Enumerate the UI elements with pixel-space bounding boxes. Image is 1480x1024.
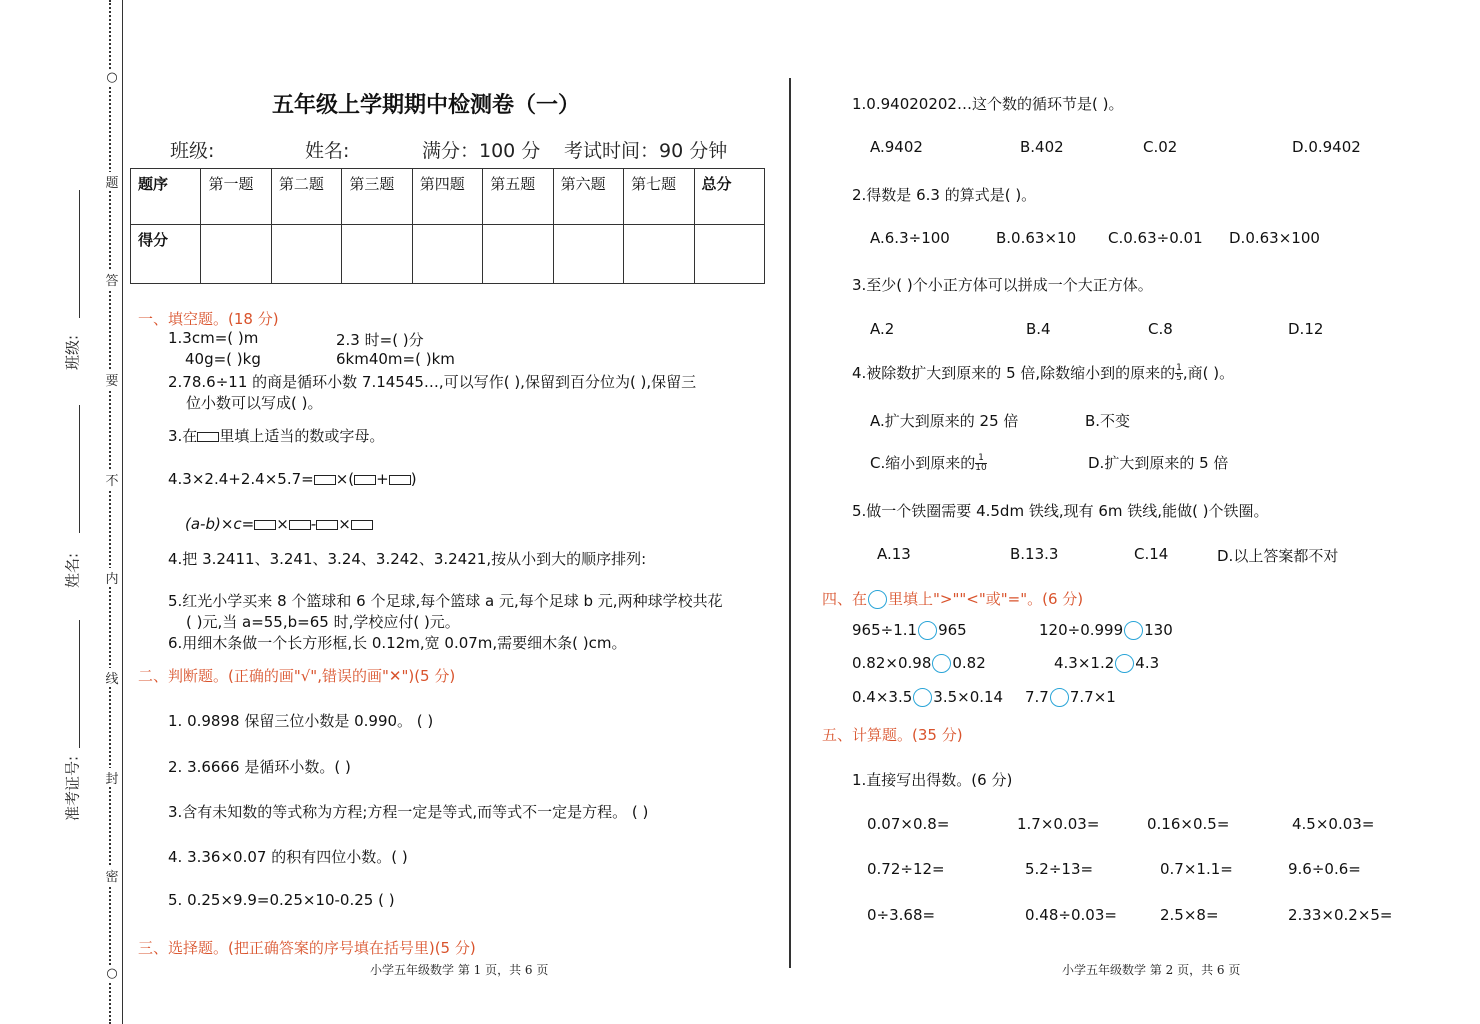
s1-q4-expr: 4.3×2.4+2.4×5.7=: [168, 470, 314, 488]
s1-q4-times: ×(: [335, 470, 355, 488]
s3-q5-opt: B.13.3: [1010, 545, 1059, 563]
s4-right: 3.5×0.14: [933, 688, 1004, 706]
s1-q1a: 1.3cm=( )m: [168, 329, 259, 347]
s2-item: 3.含有未知数的等式称为方程;方程一定是等式,而等式不一定是方程。 ( ): [168, 803, 649, 821]
s1-q5-minus: -: [310, 515, 317, 533]
score-cell[interactable]: [201, 225, 271, 284]
s3-q4-pre: 4.被除数扩大到原来的 5 倍,除数缩小到的原来的: [852, 364, 1176, 382]
binding-char: 不: [104, 470, 120, 489]
fraction-num: 1: [1176, 363, 1182, 373]
s4-heading-post: 里填上">""<"或"="。(6 分): [888, 590, 1084, 608]
s1-q6: 4.把 3.2411、3.241、3.24、3.242、3.2421,按从小到大的顺序排列:: [168, 550, 647, 568]
s1-q4: [168, 470, 417, 488]
s3-q3: 3.至少( )个小正方体可以拼成一个大正方体。: [852, 276, 1153, 294]
binding-char: 答: [104, 270, 120, 289]
s4-right: 130: [1144, 621, 1173, 639]
blank-box[interactable]: [289, 520, 311, 530]
s1-q5-expr: (a-b)×c=: [185, 515, 255, 533]
score-cell[interactable]: [342, 225, 412, 284]
s4-left: 4.3×1.2: [1054, 654, 1115, 672]
s3-q5-opt: D.以上答案都不对: [1217, 547, 1339, 565]
s3-q2-opt: D.0.63×100: [1229, 229, 1320, 247]
s1-q4-plus: +: [376, 470, 389, 488]
s4-left: 120÷0.999: [1039, 621, 1124, 639]
fraction-den: 10: [975, 463, 987, 473]
s3-q3-opt: D.12: [1288, 320, 1324, 338]
s1-q5: [185, 515, 373, 533]
binding-char: 内: [104, 568, 120, 587]
score-table-col: 第四题: [412, 169, 482, 225]
score-table-col: 第六题: [553, 169, 623, 225]
class-field-label: 班级:: [170, 140, 215, 162]
score-cell[interactable]: [412, 225, 482, 284]
section4-heading: [822, 588, 1083, 609]
fraction-den: 5: [1176, 373, 1182, 383]
section3-heading: 三、选择题。(把正确答案的序号填在括号里)(5 分): [138, 939, 476, 957]
binding-char: ○: [104, 966, 120, 981]
s1-q5-times: ×: [276, 515, 289, 533]
exam-title: 五年级上学期期中检测卷（一）: [272, 93, 581, 118]
exam-time: 考试时间：90 分钟: [564, 140, 728, 162]
s3-q4-optB: B.不变: [1085, 412, 1131, 430]
blank-box[interactable]: [254, 520, 276, 530]
s3-q4-optA: A.扩大到原来的 25 倍: [870, 412, 1019, 430]
calc-item: 0÷3.68=: [867, 906, 936, 924]
score-table-col: 第七题: [624, 169, 694, 225]
answer-circle[interactable]: [918, 621, 937, 640]
s4-pair: [1025, 688, 1116, 707]
s1-q2b: 位小数可以写成( )。: [186, 394, 323, 412]
s4-pair: [1054, 654, 1159, 673]
s1-q1b: 2.3 时=( )分: [336, 331, 424, 349]
s3-q4: [852, 362, 1234, 383]
s4-pair: [852, 688, 1003, 707]
s4-right: 7.7×1: [1069, 688, 1116, 706]
answer-circle[interactable]: [932, 654, 951, 673]
s3-q1: 1.0.94020202…这个数的循环节是( )。: [852, 95, 1124, 113]
s3-q5-opt: A.13: [877, 545, 911, 563]
s3-q4-optD: D.扩大到原来的 5 倍: [1088, 454, 1229, 472]
s2-item: 5. 0.25×9.9=0.25×10-0.25 ( ): [168, 891, 395, 909]
s4-heading-pre: 四、在: [822, 590, 868, 608]
calc-item: 2.5×8=: [1160, 906, 1219, 924]
s4-pair: [1039, 621, 1173, 640]
s2-item: 2. 3.6666 是循环小数。( ): [168, 758, 351, 776]
calc-item: 0.7×1.1=: [1160, 860, 1233, 878]
s3-q2-opt: C.0.63÷0.01: [1108, 229, 1203, 247]
calc-item: 2.33×0.2×5=: [1288, 906, 1393, 924]
answer-circle[interactable]: [913, 688, 932, 707]
calc-item: 0.48÷0.03=: [1025, 906, 1117, 924]
s4-left: 0.82×0.98: [852, 654, 932, 672]
s4-pair: [852, 621, 967, 640]
binding-solid-line: [122, 0, 123, 1024]
footer-left: 小学五年级数学 第 1 页，共 6 页: [370, 963, 549, 977]
s4-right: 965: [938, 621, 967, 639]
s2-item: 1. 0.9898 保留三位小数是 0.990。 ( ): [168, 712, 434, 730]
calc-item: 5.2÷13=: [1025, 860, 1094, 878]
blank-box[interactable]: [389, 475, 411, 485]
name-fill-line: [79, 405, 80, 533]
section5-heading: 五、计算题。(35 分): [822, 726, 963, 744]
s1-q7a: 5.红光小学买来 8 个篮球和 6 个足球,每个篮球 a 元,每个足球 b 元,两种球学校共花: [168, 592, 723, 610]
score-table-total: 总分: [694, 169, 765, 225]
calc-item: 1.7×0.03=: [1017, 815, 1100, 833]
s4-left: 0.4×3.5: [852, 688, 913, 706]
s3-q1-opt: D.0.9402: [1292, 138, 1361, 156]
binding-char: 题: [104, 172, 120, 191]
s1-q7b: ( )元,当 a=55,b=65 时,学校应付( )元。: [186, 613, 460, 631]
score-table-col: 第五题: [483, 169, 553, 225]
fraction: [975, 454, 986, 473]
score-cell[interactable]: [271, 225, 341, 284]
s3-q1-opt: A.9402: [870, 138, 923, 156]
s1-q3: [168, 425, 384, 446]
s4-right: 4.3: [1135, 654, 1160, 672]
s5-sub1: 1.直接写出得数。(6 分): [852, 771, 1013, 789]
score-table-col: 第三题: [342, 169, 412, 225]
score-cell[interactable]: [553, 225, 623, 284]
s3-q4-post: ,商( )。: [1182, 364, 1235, 382]
footer-right: 小学五年级数学 第 2 页，共 6 页: [1062, 963, 1241, 977]
name-field-label: 姓名:: [305, 140, 350, 162]
section1-heading: 一、填空题。(18 分): [138, 310, 279, 328]
full-score: 满分：100 分: [422, 140, 541, 162]
section2-heading: 二、判断题。(正确的画"√",错误的画"✕")(5 分): [138, 667, 456, 685]
class-label: 班级:: [63, 334, 82, 371]
calc-item: 0.07×0.8=: [867, 815, 950, 833]
score-cell[interactable]: [694, 225, 765, 284]
score-table: [130, 168, 765, 284]
s3-q4-optC: [870, 452, 987, 473]
binding-char: 线: [104, 668, 120, 687]
s1-q4-close: ): [410, 470, 417, 488]
s3-q2-opt: B.0.63×10: [996, 229, 1077, 247]
s3-q1-opt: C.02: [1143, 138, 1178, 156]
compare-circle-icon: [868, 590, 887, 609]
column-divider: [789, 78, 791, 968]
score-table-col: 第二题: [271, 169, 341, 225]
s3-q3-opt: A.2: [870, 320, 895, 338]
blank-box[interactable]: [316, 520, 338, 530]
answer-circle[interactable]: [1124, 621, 1143, 640]
blank-box[interactable]: [197, 432, 219, 442]
score-table-head: 题序: [131, 169, 201, 225]
s4-pair: [852, 654, 986, 673]
answer-circle[interactable]: [1050, 688, 1069, 707]
binding-char: 密: [104, 866, 120, 885]
calc-item: 9.6÷0.6=: [1288, 860, 1361, 878]
score-cell[interactable]: [624, 225, 694, 284]
binding-char: 要: [104, 370, 120, 389]
s1-q8: 6.用细木条做一个长方形框,长 0.12m,宽 0.07m,需要细木条( )cm。: [168, 634, 627, 652]
s3-q3-opt: B.4: [1026, 320, 1051, 338]
score-row-head: 得分: [131, 225, 201, 284]
fraction: [1175, 364, 1183, 383]
blank-box[interactable]: [351, 520, 373, 530]
s4-right: 0.82: [952, 654, 986, 672]
calc-item: 0.16×0.5=: [1147, 815, 1230, 833]
class-fill-line: [79, 190, 80, 318]
binding-char: ○: [104, 70, 120, 85]
fraction-num: 1: [975, 454, 986, 464]
s3-q2: 2.得数是 6.3 的算式是( )。: [852, 186, 1037, 204]
s3-q5: 5.做一个铁圈需要 4.5dm 铁线,现有 6m 铁线,能做( )个铁圈。: [852, 502, 1269, 520]
s1-q2a: 2.78.6÷11 的商是循环小数 7.14545…,可以写作( ),保留到百分位为( ),保留三: [168, 373, 697, 391]
exam-no-label: 准考证号:: [63, 755, 82, 822]
s2-item: 4. 3.36×0.07 的积有四位小数。( ): [168, 848, 408, 866]
s3-q4-optC-pre: C.缩小到原来的: [870, 454, 976, 472]
s3-q3-opt: C.8: [1148, 320, 1173, 338]
s4-left: 965÷1.1: [852, 621, 918, 639]
blank-box[interactable]: [314, 475, 336, 485]
exam-no-fill-line: [79, 620, 80, 748]
s1-q3-pre: 3.在: [168, 427, 198, 445]
s1-q3-post: 里填上适当的数或字母。: [219, 427, 385, 445]
score-table-col: 第一题: [201, 169, 271, 225]
score-cell[interactable]: [483, 225, 553, 284]
calc-item: 4.5×0.03=: [1292, 815, 1375, 833]
blank-box[interactable]: [354, 475, 376, 485]
s4-left: 7.7: [1025, 688, 1049, 706]
s1-q1d: 6km40m=( )km: [336, 350, 455, 368]
name-label: 姓名:: [63, 552, 82, 589]
s3-q2-opt: A.6.3÷100: [870, 229, 950, 247]
s3-q1-opt: B.402: [1020, 138, 1064, 156]
answer-circle[interactable]: [1115, 654, 1134, 673]
s3-q5-opt: C.14: [1134, 545, 1169, 563]
s1-q5-times2: ×: [338, 515, 351, 533]
s1-q1c: 40g=( )kg: [185, 350, 261, 368]
calc-item: 0.72÷12=: [867, 860, 945, 878]
binding-char: 封: [104, 768, 120, 787]
